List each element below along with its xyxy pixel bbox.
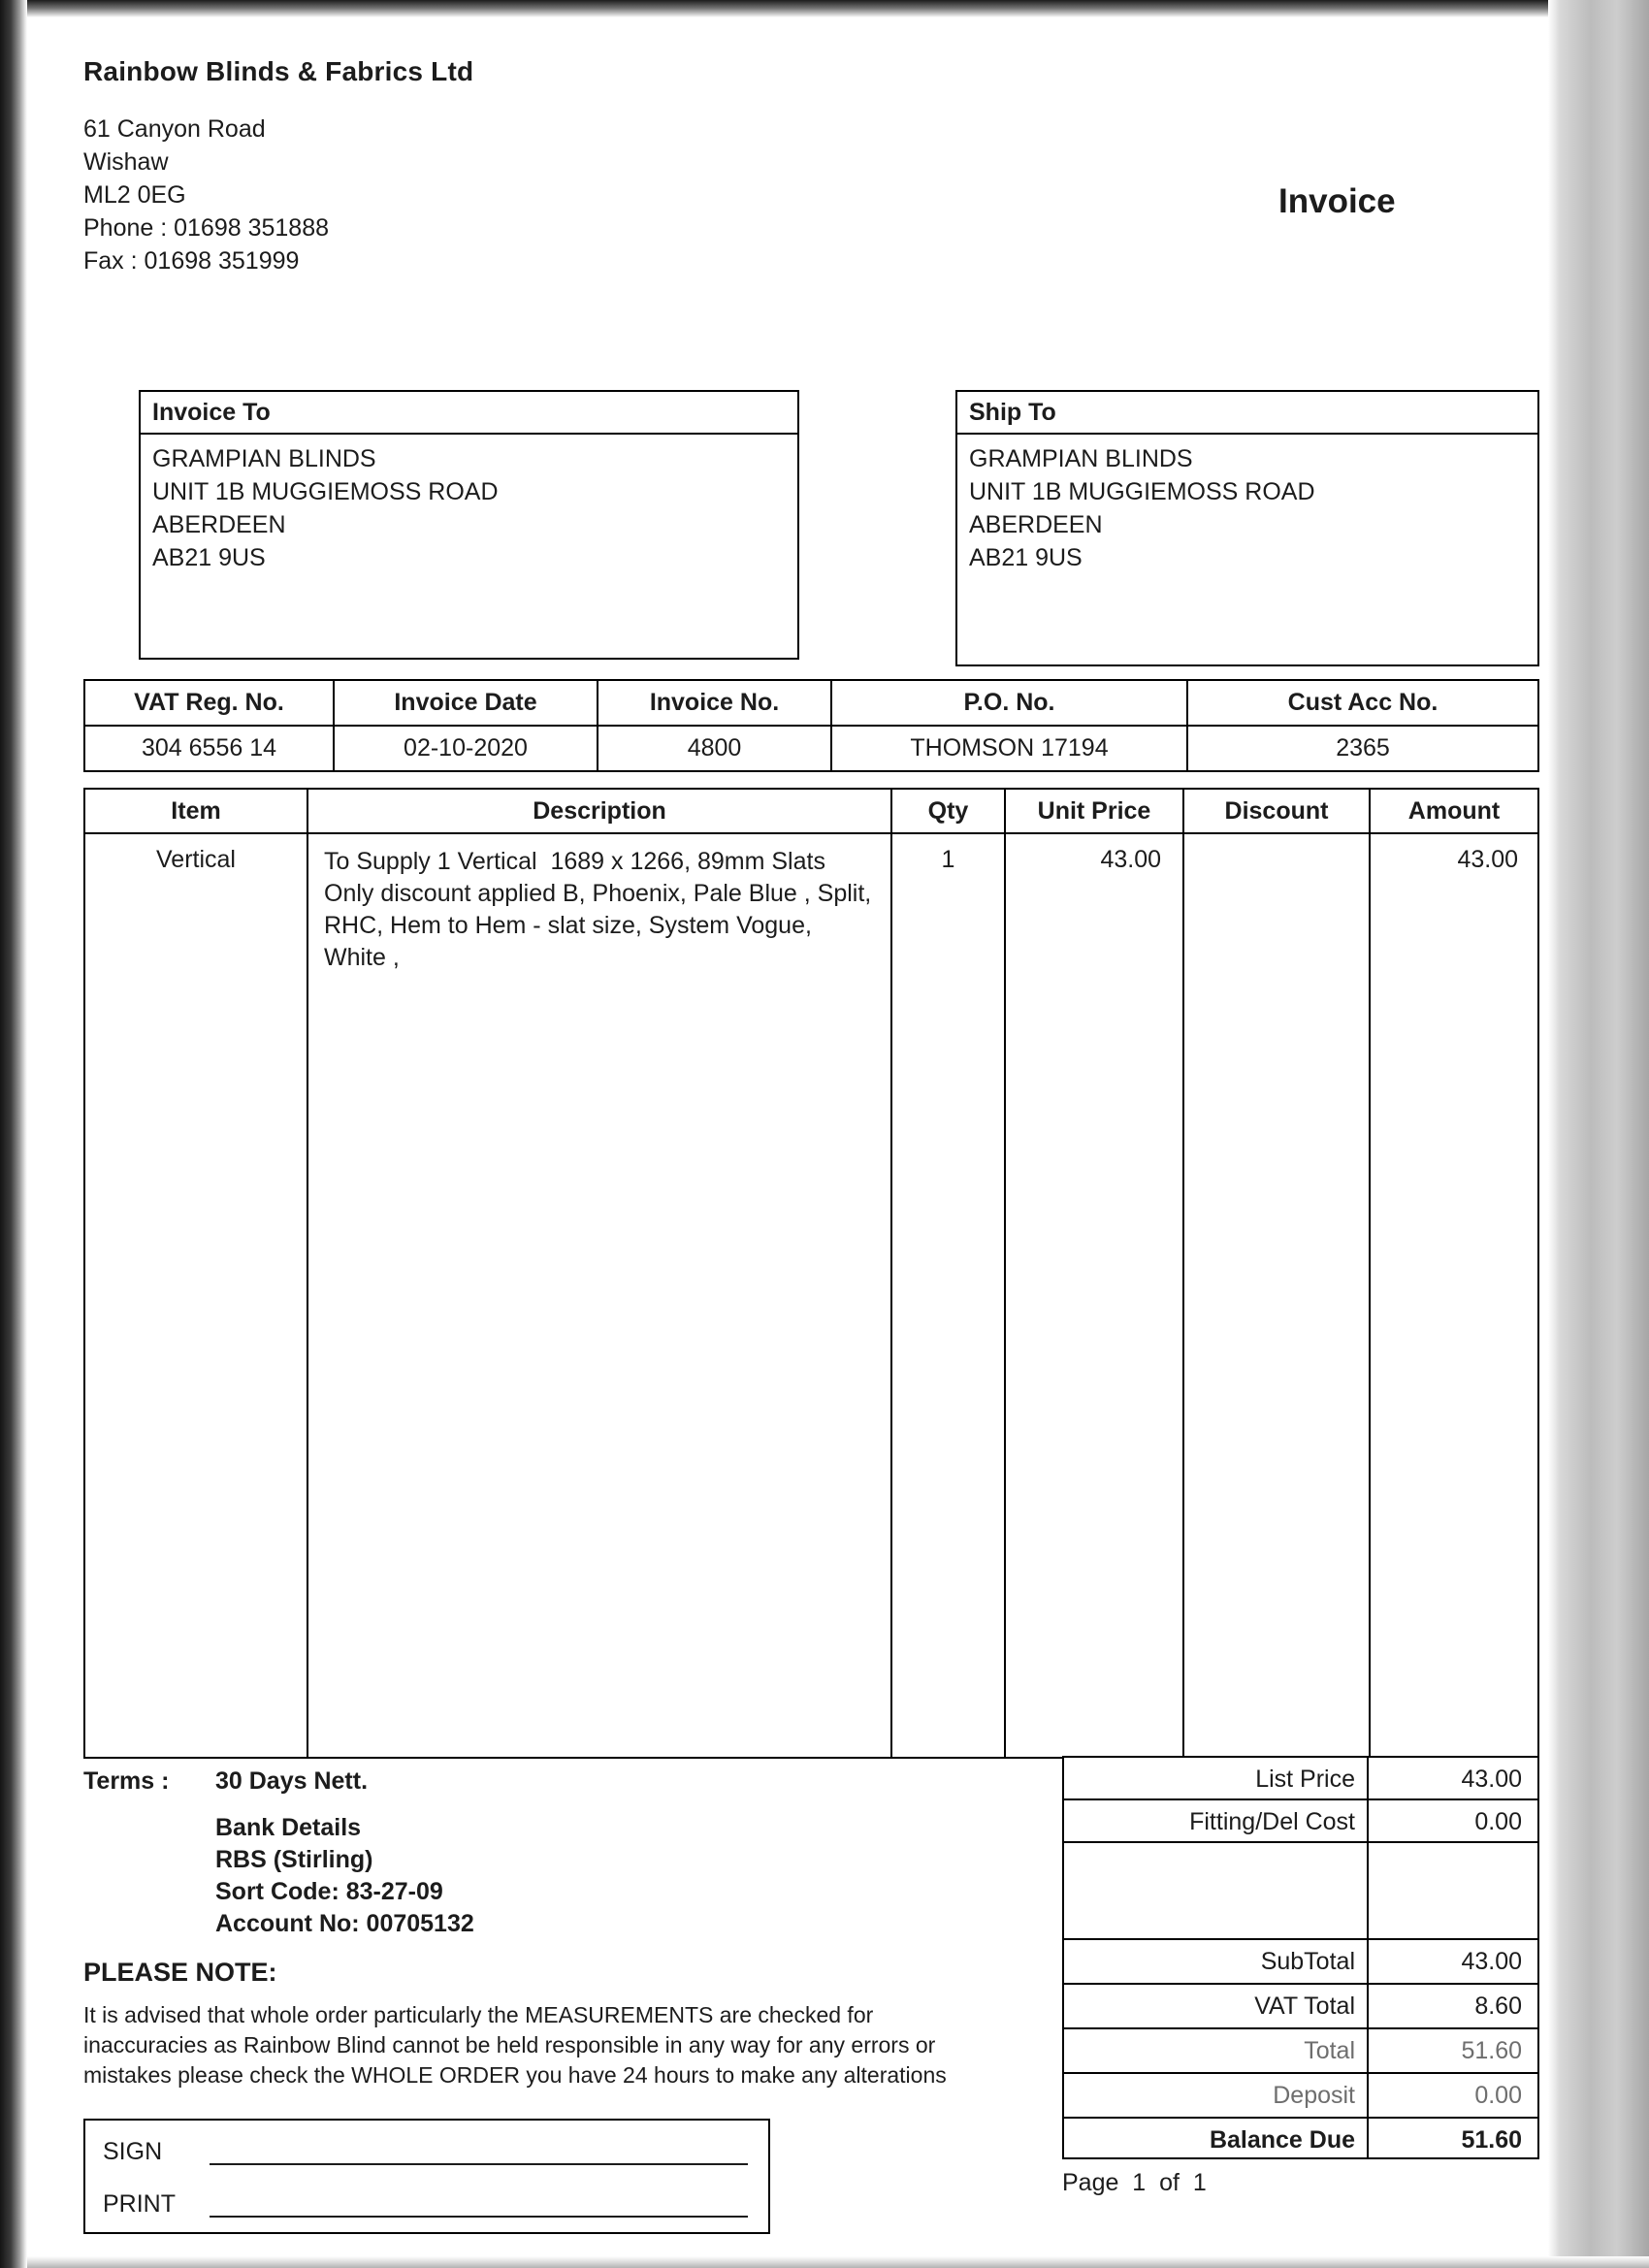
item-cell-item: Vertical	[85, 834, 308, 1757]
ship-to-line: ABERDEEN	[969, 511, 1103, 538]
totals-label: SubTotal	[1064, 1940, 1369, 1983]
bank-account-no: Account No: 00705132	[215, 1910, 474, 1937]
totals-value	[1369, 1843, 1537, 1938]
meta-value-invoice-date: 02-10-2020	[335, 727, 598, 770]
company-address-line2: Wishaw	[83, 148, 169, 176]
ship-to-line: UNIT 1B MUGGIEMOSS ROAD	[969, 478, 1315, 505]
scan-edge-right	[1548, 0, 1649, 2268]
items-header-unit-price: Unit Price	[1006, 790, 1184, 832]
signature-box	[83, 2119, 770, 2234]
totals-row-subtotal	[1064, 1940, 1537, 1985]
please-note-title: PLEASE NOTE:	[83, 1958, 277, 1987]
sign-line	[210, 2163, 748, 2165]
terms-label: Terms :	[83, 1767, 170, 1795]
item-cell-discount	[1184, 834, 1371, 1757]
totals-row-deposit	[1064, 2074, 1537, 2119]
meta-value-invoice-no: 4800	[598, 727, 832, 770]
invoice-to-line: GRAMPIAN BLINDS	[152, 445, 376, 472]
page-number: Page 1 of 1	[1062, 2169, 1207, 2196]
totals-label	[1064, 1843, 1369, 1938]
totals-row-spacer	[1064, 1843, 1537, 1940]
totals-value: 0.00	[1474, 1808, 1522, 1835]
item-cell-unit-price: 43.00	[1006, 834, 1184, 1757]
totals-row-total	[1064, 2029, 1537, 2074]
invoice-to-line: ABERDEEN	[152, 511, 286, 538]
company-name: Rainbow Blinds & Fabrics Ltd	[83, 56, 474, 86]
meta-value-cust-acc: 2365	[1336, 734, 1390, 761]
scan-edge-bottom	[0, 2256, 1649, 2268]
totals-label: Fitting/Del Cost	[1064, 1800, 1369, 1841]
item-cell-description: To Supply 1 Vertical 1689 x 1266, 89mm Slats Only discount applied B, Phoenix, Pale Blue , Split, RHC, Hem to Hem - slat size, System Vogue, White ,	[308, 834, 892, 1757]
ship-to-box	[955, 390, 1539, 666]
ship-to-line: AB21 9US	[969, 544, 1083, 571]
please-note-body: It is advised that whole order particularly the MEASUREMENTS are checked for inaccuracies as Rainbow Blind cannot be held responsible in any way for any errors or mistakes please check the WHOLE ORDER you have 24 hours to make any alterations	[83, 2002, 947, 2088]
totals-label: List Price	[1064, 1758, 1369, 1798]
totals-value: 0.00	[1474, 2082, 1522, 2109]
items-header-discount: Discount	[1184, 790, 1371, 832]
totals-label: Total	[1064, 2029, 1369, 2072]
meta-value-po-no: THOMSON 17194	[832, 727, 1188, 770]
items-table-header	[85, 790, 1537, 834]
ship-to-label: Ship To	[957, 392, 1537, 435]
company-header	[83, 56, 473, 277]
totals-label: VAT Total	[1064, 1985, 1369, 2027]
items-header-amount: Amount	[1407, 796, 1501, 825]
totals-label: Balance Due	[1064, 2119, 1369, 2157]
totals-label: Deposit	[1064, 2074, 1369, 2117]
print-line	[210, 2216, 748, 2218]
company-fax: Fax : 01698 351999	[83, 247, 300, 275]
item-cell-qty: 1	[892, 834, 1006, 1757]
totals-value: 43.00	[1461, 1948, 1522, 1975]
totals-row-fitting-del-cost	[1064, 1800, 1537, 1843]
print-label: PRINT	[103, 2190, 176, 2218]
totals-row-vat-total	[1064, 1985, 1537, 2029]
meta-header-cust-acc: Cust Acc No.	[1287, 689, 1439, 716]
items-header-item: Item	[85, 790, 308, 832]
document-title: Invoice	[1278, 182, 1396, 220]
invoice-to-box	[139, 390, 799, 660]
item-cell-amount: 43.00	[1457, 846, 1518, 873]
bank-name: RBS (Stirling)	[215, 1846, 373, 1873]
totals-value: 51.60	[1461, 2037, 1522, 2064]
scan-edge-left	[0, 0, 27, 2268]
meta-header-po-no: P.O. No.	[832, 681, 1188, 725]
ship-to-line: GRAMPIAN BLINDS	[969, 445, 1193, 472]
invoice-to-line: UNIT 1B MUGGIEMOSS ROAD	[152, 478, 499, 505]
bank-sort-code: Sort Code: 83-27-09	[215, 1878, 443, 1905]
invoice-to-line: AB21 9US	[152, 544, 266, 571]
totals-box	[1062, 1756, 1539, 2159]
company-postcode: ML2 0EG	[83, 181, 186, 209]
totals-value: 43.00	[1461, 1766, 1522, 1793]
company-phone: Phone : 01698 351888	[83, 214, 330, 242]
items-header-qty: Qty	[892, 790, 1006, 832]
meta-header-invoice-date: Invoice Date	[335, 681, 598, 725]
totals-value: 51.60	[1461, 2126, 1522, 2154]
items-table-row	[85, 834, 1537, 1757]
company-address-line1: 61 Canyon Road	[83, 115, 266, 143]
items-table	[83, 788, 1539, 1759]
invoice-to-label: Invoice To	[141, 392, 797, 435]
bank-details	[215, 1812, 474, 1940]
totals-row-list-price	[1064, 1758, 1537, 1800]
meta-value-vat-reg: 304 6556 14	[85, 727, 335, 770]
items-header-description: Description	[308, 790, 892, 832]
meta-header-invoice-no: Invoice No.	[598, 681, 832, 725]
sign-label: SIGN	[103, 2138, 163, 2165]
totals-value: 8.60	[1474, 1993, 1522, 2020]
meta-header-vat-reg: VAT Reg. No.	[85, 681, 335, 725]
terms-value: 30 Days Nett.	[215, 1767, 369, 1795]
scan-edge-top	[0, 0, 1649, 17]
totals-row-balance-due	[1064, 2119, 1537, 2157]
bank-details-title: Bank Details	[215, 1814, 362, 1841]
invoice-meta-table	[83, 679, 1539, 772]
